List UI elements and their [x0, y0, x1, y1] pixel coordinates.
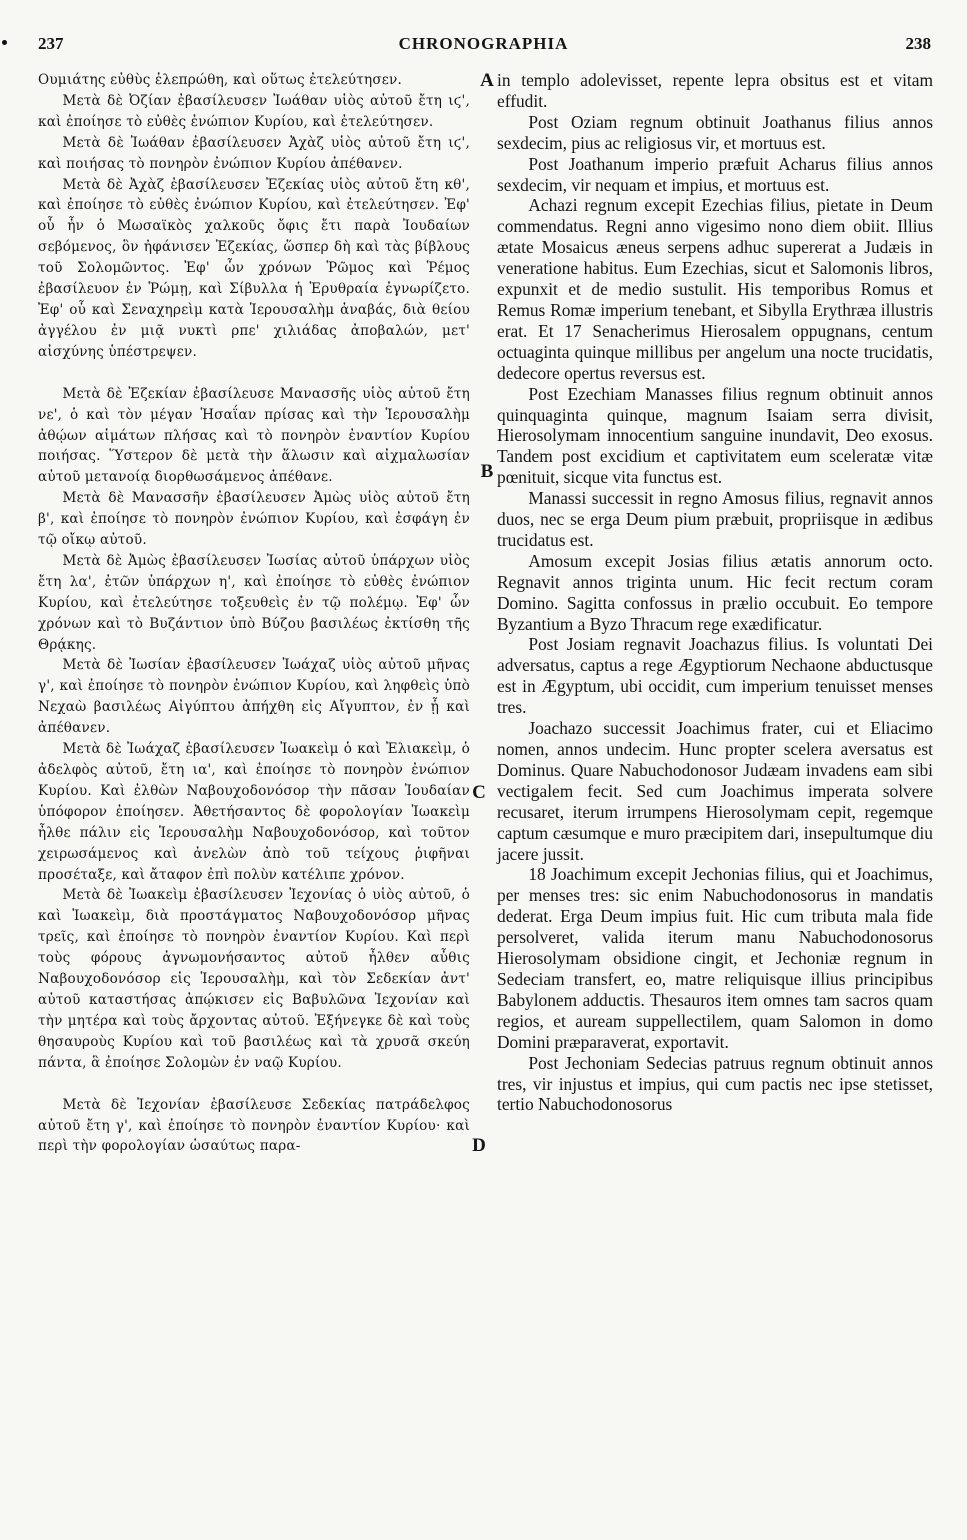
- latin-paragraph: in templo adolevisset, repente lepra obsitus est et vitam effudit.: [497, 70, 933, 111]
- latin-paragraph: Post Joathanum imperio præfuit Acharus filius annos sexdecim, vir nequam et impius, et mortuus est.: [497, 153, 933, 195]
- greek-column: [38, 70, 470, 1157]
- greek-paragraph: Μετὰ δὲ Ἐζεκίαν ἐβασίλευσε Μανασσῆς υἱὸς αὐτοῦ ἔτη νε', ὁ καὶ τὸν μέγαν Ἡσαΐαν πρίσας καὶ τὴν Ἱερουσαλὴμ ἀθῴων αἱμάτων πλήσας καὶ τὸ πονηρὸν ἐναντίον Κυρίου ποιήσας. Ὕστερον δὲ μετὰ τὴν ἅλωσιν καὶ αἰχμαλωσίαν αὐτοῦ μετανοίᾳ διορθωσάμενος ἀπέθανε.: [38, 385, 470, 486]
- greek-paragraph: Μετὰ δὲ Ἰωσίαν ἐβασίλευσεν Ἰωάχαζ υἱὸς αὐτοῦ μῆνας γ', καὶ ἐποίησε τὸ πονηρὸν ἐνώπιον Κυρίου, καὶ ληφθεὶς ὑπὸ Νεχαὼ βασιλέως Αἰγύπτου ἀπήχθη εἰς Αἴγυπτον, ἐν ᾗ καὶ ἀπέθανεν.: [38, 657, 470, 737]
- greek-paragraph: Μετὰ δὲ Ἰωάθαν ἐβασίλευσεν Ἀχὰζ υἱὸς αὐτοῦ ἔτη ιϛ', καὶ ποιήσας τὸ πονηρὸν ἐνώπιον Κυρίου ἀπέθανεν.: [38, 134, 470, 172]
- greek-paragraph: Μετὰ δὲ Ἰεχονίαν ἐβασίλευσε Σεδεκίας πατράδελφος αὐτοῦ ἔτη γ', καὶ ἐποίησε τὸ πονηρὸν ἐναντίον Κυρίου· καὶ περὶ τὴν φορολογίαν ὡσαύτως παρα-: [38, 1096, 470, 1155]
- running-title: CHRONOGRAPHIA: [398, 34, 569, 53]
- greek-paragraph: Μετὰ δὲ Ἀχὰζ ἐβασίλευσεν Ἐζεκίας υἱὸς αὐτοῦ ἔτη κθ', καὶ ἐποίησε τὸ εὐθὲς ἐνώπιον Κυρίου, καὶ ἐτελεύτησεν. Ἐφ' οὗ ἦν ὁ Μωσαϊκὸς χαλκοῦς ὄφις ἔτι παρὰ Ἰουδαίων σεβόμενος, ὃν ἠφάνισεν Ἐζεκίας, ὥσπερ δὴ καὶ τὰς βίβλους τοῦ Σολομῶντος. Ἐφ' ὧν χρόνων Ῥῶμος καὶ Ῥέμος ἐβασίλευον ἐν Ῥώμῃ, καὶ Σίβυλλα ἡ Ἐρυθραία ἐγνωρίζετο. Ἐφ' οὗ καὶ Σεναχηρεὶμ κατὰ Ἱερουσαλὴμ ἀναβάς, διὰ θείου ἀγγέλου ἐν μιᾷ νυκτὶ ρπε' χιλιάδας ἀποβαλών, μετ' αἰσχύνης ὑπέστρεψεν.: [38, 176, 470, 360]
- greek-paragraph: Μετὰ δὲ Ἰωάχαζ ἐβασίλευσεν Ἰωακεὶμ ὁ καὶ Ἐλιακεὶμ, ὁ ἀδελφὸς αὐτοῦ, ἔτη ια', καὶ ἐποίησε τὸ πονηρὸν ἐνώπιον Κυρίου. Καὶ ἐλθὼν Ναβουχοδονόσορ τὴν πᾶσαν Ἰουδαίαν ὑπόφορον ἐποίησεν. Ἀθετήσαντος δὲ φορολογίαν Ἰωακεὶμ ἦλθε πάλιν εἰς Ἱερουσαλὴμ Ναβουχοδονόσορ, καὶ τοῦτον χειρωσάμενος καὶ ἀνελὼν ἀπὸ τοῦ τείχους ῥιφῆναι προσέταξε, καὶ ἄταφον ἐπὶ πολὺν κατέλιπε χρόνον.: [38, 741, 470, 883]
- page-number-left: 237: [38, 34, 64, 53]
- greek-paragraph: Μετὰ δὲ Ὀζίαν ἐβασίλευσεν Ἰωάθαν υἱὸς αὐτοῦ ἔτη ιϛ', καὶ ἐποίησε τὸ εὐθὲς ἐνώπιον Κυρίου, καὶ ἐτελεύτησεν.: [38, 92, 470, 130]
- margin-marker-a: A: [480, 70, 494, 91]
- margin-marker-b: B: [480, 461, 494, 482]
- latin-column: [497, 70, 933, 1115]
- latin-paragraph: Joachazo successit Joachimus frater, cui et Eliacimo nomen, annos undecim. Hunc propter scelera aversatus est Dominus. Quare Nabuchodonosor Judæam invadens eam sibi vectigalem fecit. Sed cum Joachimus imperata solvere recusaret, iterum irrumpens Hierosolymam cepit, regemque captum cæsumque e muro præcipitem dari, insepultumque diu jacere jussit.: [497, 718, 933, 864]
- latin-paragraph: Manassi successit in regno Amosus filius, regnavit annos duos, nec se erga Deum pium præbuit, propriisque in ædibus trucidatus est.: [497, 488, 933, 550]
- latin-paragraph: Post Ezechiam Manasses filius regnum obtinuit annos quinquaginta quinque, magnum Isaiam serra divisit, Hierosolymam innocentium sanguine inundavit, Deo exosus. Tandem post excidium et captivitatem eum sceleratæ vitæ pœnituit, sicque vita functus est.: [497, 383, 933, 488]
- greek-paragraph: Μετὰ δὲ Ἀμὼς ἐβασίλευσεν Ἰωσίας αὐτοῦ ὑπάρχων υἱὸς ἔτη λα', ἐτῶν ὑπάρχων η', καὶ ἐποίησε τὸ εὐθὲς ἐνώπιον Κυρίου, καὶ ἐτελεύτησε τοξευθεὶς ἐν τῷ πολέμῳ. Ἐφ' ὧν χρόνων καὶ τὸ Βυζάντιον ὑπὸ Βύζου βασιλέως ἐκτίσθη τῆς Θρᾴκης.: [38, 552, 470, 653]
- latin-paragraph: Achazi regnum excepit Ezechias filius, pietate in Deum commendatus. Regni anno vigesimo nono diem obiit. Illius ætate Mosaicus æneus serpens adhuc supererat a Judæis in veneratione habitus. Eum Ezechias, sicut et Salomonis libros, expunxit et de medio sustulit. His temporibus Romus et Remus Romæ imperium tenebant, et Sibylla Erythræa illustris erat. Et 17 Senacherimus Hierosalem oppugnans, centum octuaginta quinque millibus per angelum una nocte trucidatis, dedecore opertus reversus est.: [497, 195, 933, 383]
- margin-marker-d: D: [472, 1135, 486, 1156]
- latin-paragraph: Post Josiam regnavit Joachazus filius. Is voluntati Dei adversatus, captus a rege Ægyptiorum Nechaone abductusque est in Ægyptum, ubi occidit, cum imperium tenuisset menses tres.: [497, 634, 933, 718]
- greek-paragraph: Μετὰ δὲ Μανασσῆν ἐβασίλευσεν Ἀμὼς υἱὸς αὐτοῦ ἔτη β', καὶ ἐποίησε τὸ πονηρὸν ἐνώπιον Κυρίου, καὶ ἐσφάγη ἐν τῷ οἴκῳ αὐτοῦ.: [38, 490, 470, 549]
- margin-marker-c: C: [472, 782, 486, 803]
- latin-paragraph: Post Jechoniam Sedecias patruus regnum obtinuit annos tres, vir injustus et impius, qui cum pactis nec ipse stetisset, tertio Nabuchodonosorus: [497, 1052, 933, 1115]
- greek-paragraph: Ουμιάτης εὐθὺς ἐλεπρώθη, καὶ οὕτως ἐτελεύτησεν.: [38, 72, 403, 88]
- latin-paragraph: 18 Joachimum excepit Jechonias filius, qui et Joachimus, per menses tres: sic enim Nabuchodonosorus in mandatis dederat. Erga Deum impius fuit. Hic cum tributa mala fide persolveret, valida iterum manu Nabuchodonosorus Hierosolymam obsidione cingit, et Jechoniæ regnum in Sedeciam transfert, eo, matre reliquisque illius principibus Babylonem adductis. Thesauros item omnes tam sacros quam regios, et auream suppellectilem, quam Salomon in domo Domini præparaverat, exportavit.: [497, 864, 933, 1052]
- page-header: [0, 28, 967, 54]
- latin-paragraph: Post Oziam regnum obtinuit Joathanus filius annos sexdecim, pius ac religiosus vir, et mortuus est.: [497, 111, 933, 153]
- latin-paragraph: Amosum excepit Josias filius ætatis annorum octo. Regnavit annos triginta unum. Hic fecit rectum coram Domino. Sagitta confossus in prælio occubuit. Eo tempore Byzantium a Byzo Thracum rege exædificatur.: [497, 550, 933, 634]
- greek-paragraph: Μετὰ δὲ Ἰωακεὶμ ἐβασίλευσεν Ἰεχονίας ὁ υἱὸς αὐτοῦ, ὁ καὶ Ἰωακεὶμ, διὰ προστάγματος Ναβουχοδονόσορ μῆνας τρεῖς, καὶ ἐποίησε τὸ πονηρὸν ἐναντίον Κυρίου. Καὶ περὶ τοὺς φόρους ἀγνωμονήσαντος αὐτοῦ ἦλθεν αὖθις Ναβουχοδονόσορ εἰς Ἱερουσαλὴμ, καὶ τὸν Σεδεκίαν ἀντ' αὐτοῦ καταστήσας ἀπῴκισεν εἰς Βαβυλῶνα Ἰεχονίαν καὶ τὴν μητέρα καὶ τοὺς ἄρχοντας αὐτοῦ. Ἐξήνεγκε δὲ καὶ τοὺς θησαυροὺς Κυρίου καὶ τοῦ βασιλέως καὶ τὰ χρυσᾶ σκεύη πάντα, ἃ ἐποίησε Σολομὼν ἐν ναῷ Κυρίου.: [38, 887, 470, 1071]
- page-number-right: 238: [905, 34, 931, 53]
